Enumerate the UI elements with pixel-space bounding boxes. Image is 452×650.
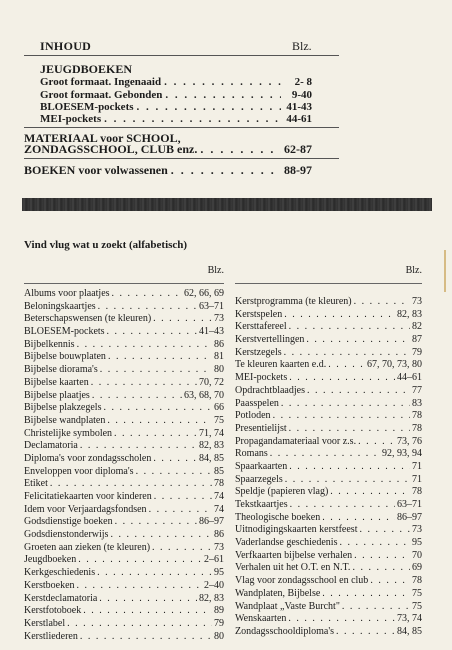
index-entry xyxy=(235,385,422,398)
index-title: Vind vlug wat u zoekt (alfabetisch) xyxy=(24,239,188,251)
leader-dots xyxy=(108,351,212,364)
index-entry xyxy=(24,554,224,567)
leader-dots xyxy=(370,575,410,588)
index-entry xyxy=(235,575,422,588)
index-entry xyxy=(24,542,224,555)
index-entry-label: Spaarkaarten xyxy=(235,460,288,472)
index-entry-page: 73, 76 xyxy=(397,435,422,447)
index-entry-page: 77 xyxy=(412,384,422,396)
index-entry xyxy=(235,499,422,512)
leader-dots xyxy=(152,542,212,555)
index-entry-page: 70 xyxy=(412,549,422,561)
index-entry-label: Wandplaten, Bijbelse xyxy=(235,587,321,599)
index-entry-page: 71, 74 xyxy=(199,427,224,439)
index-divider xyxy=(24,283,224,284)
index-entry-label: Kerstdeclamatoria xyxy=(24,592,98,604)
index-entry-label: Verfkaarten bijbelse verhalen xyxy=(235,549,353,561)
leader-dots xyxy=(83,605,212,618)
index-column-left xyxy=(24,265,224,643)
index-entry xyxy=(24,313,224,326)
index-entry-label: Paasspelen xyxy=(235,397,279,409)
index-entry xyxy=(235,334,422,347)
index-entry xyxy=(24,491,224,504)
toc-entry-page: 2- 8 xyxy=(294,76,312,88)
toc-divider xyxy=(24,127,339,128)
leader-dots xyxy=(97,567,212,580)
index-entry-label: Idem voor Verjaardagsfondsen xyxy=(24,503,147,515)
index-entry-label: Bijbelse wandplaten xyxy=(24,414,106,426)
index-entry xyxy=(24,326,224,339)
index-entry-label: Romans xyxy=(235,448,268,460)
toc-entry-label: Groot formaat. Gebonden xyxy=(40,89,163,101)
leader-dots xyxy=(354,550,410,563)
index-entry-label: Diploma's voor zondagsscholen xyxy=(24,452,152,464)
toc-entry-page: 9-40 xyxy=(291,89,312,101)
index-entry-page: 95 xyxy=(412,537,422,549)
index-entry-label: Godsdienstige boeken xyxy=(24,516,113,528)
index-entry-page: 63–71 xyxy=(397,499,422,510)
leader-dots xyxy=(50,478,212,491)
index-entry-page: 86 xyxy=(214,529,224,541)
index-entry-page: 69 xyxy=(412,562,422,574)
index-entry-page: 67, 70, 73, 80 xyxy=(367,359,422,371)
index-entry-label: Speldje (papieren vlag) xyxy=(235,486,329,498)
leader-dots xyxy=(284,347,410,360)
index-entry-page: 82, 83 xyxy=(199,592,224,604)
index-entry xyxy=(24,301,224,314)
index-entry xyxy=(24,364,224,377)
index-entry xyxy=(24,288,224,301)
index-entry xyxy=(235,309,422,322)
index-entry xyxy=(235,448,422,461)
index-entry-label: Wandplaat „Vaste Burcht" xyxy=(235,600,340,612)
leader-dots xyxy=(77,580,202,593)
leader-dots xyxy=(289,423,410,436)
toc-entry xyxy=(24,143,312,156)
leader-dots xyxy=(154,491,212,504)
leader-dots xyxy=(352,562,410,575)
index-entry xyxy=(235,296,422,309)
leader-dots xyxy=(110,529,212,542)
toc-divider xyxy=(24,158,339,159)
page-edge-mark xyxy=(444,250,446,292)
index-entry-label: Felicitatiekaarten voor kinderen xyxy=(24,491,152,502)
index-entry xyxy=(235,524,422,537)
leader-dots xyxy=(91,377,197,390)
index-entry xyxy=(235,461,422,474)
toc-entry-page: 41-43 xyxy=(286,101,312,113)
index-entry xyxy=(24,453,224,466)
leader-dots xyxy=(77,339,212,352)
index-entry-page: 73, 74 xyxy=(397,613,422,625)
index-entry-label: Presentielijst xyxy=(235,422,287,434)
index-entry-label: Propagandamateriaal voor z.s. xyxy=(235,435,357,447)
leader-dots xyxy=(200,143,281,156)
index-entry-label: Kerstboeken xyxy=(24,579,75,591)
leader-dots xyxy=(153,313,212,326)
index-entry-label: Bijbelkennis xyxy=(24,338,75,350)
index-entry xyxy=(24,593,224,606)
index-entry-label: Zondagsschooldiploma's xyxy=(235,625,335,637)
leader-dots xyxy=(136,466,212,479)
index-entry xyxy=(235,626,422,639)
index-entry xyxy=(235,512,422,525)
index-entry-label: Declamatoria xyxy=(24,440,78,452)
index-entry-page: 74 xyxy=(214,491,224,502)
index-entry-page: 87 xyxy=(412,334,422,346)
leader-dots xyxy=(67,618,212,631)
index-entry-page: 80 xyxy=(214,630,224,642)
index-entry-page: 44–61 xyxy=(397,372,422,384)
index-entry xyxy=(24,466,224,479)
leader-dots xyxy=(336,626,395,639)
index-divider xyxy=(235,283,422,284)
leader-dots xyxy=(99,593,197,606)
index-entry-label: Bijbelse diorama's xyxy=(24,364,98,376)
index-entry-page: 95 xyxy=(214,567,224,579)
index-entry-label: Kerstlabel xyxy=(24,617,66,629)
leader-dots xyxy=(270,448,380,461)
index-entry-label: Bijbelse plakzegels xyxy=(24,402,102,414)
leader-dots xyxy=(103,402,212,415)
toc-page-header: Blz. xyxy=(292,39,312,53)
index-entry-label: Beloningskaartjes xyxy=(24,300,96,312)
index-entry-page: 41–43 xyxy=(199,326,224,338)
index-entry-label: Jeugdboeken xyxy=(24,554,77,566)
index-entry xyxy=(24,377,224,390)
index-entry-page: 71 xyxy=(412,473,422,485)
leader-dots xyxy=(100,364,212,377)
index-entry xyxy=(24,516,224,529)
leader-dots xyxy=(342,601,410,614)
index-entry-page: 92, 93, 94 xyxy=(382,448,422,460)
index-entry-page: 66 xyxy=(214,402,224,414)
index-list-left xyxy=(24,288,224,643)
index-entry xyxy=(24,504,224,517)
index-entry xyxy=(235,588,422,601)
leader-dots xyxy=(359,524,410,537)
index-entry-label: Kerstspelen xyxy=(235,308,283,320)
index-entry-label: Enveloppen voor diploma's xyxy=(24,465,134,477)
leader-dots xyxy=(339,537,410,550)
leader-dots xyxy=(288,613,395,626)
index-entry xyxy=(235,321,422,334)
index-entry-page: 73 xyxy=(412,524,422,536)
leader-dots xyxy=(78,554,202,567)
index-entry-page: 74 xyxy=(214,503,224,515)
index-entry-label: BLOESEM-pockets xyxy=(24,326,105,338)
index-entry-label: Opdrachtblaadjes xyxy=(235,384,305,396)
index-entry-label: Groeten aan zieken (te kleuren) xyxy=(24,541,151,553)
leader-dots xyxy=(289,321,410,334)
index-entry xyxy=(24,339,224,352)
toc-entry-page: 88-97 xyxy=(284,163,312,177)
index-entry-page: 82, 83 xyxy=(397,308,422,320)
leader-dots xyxy=(358,436,395,449)
leader-dots xyxy=(307,385,410,398)
leader-dots xyxy=(107,326,197,339)
index-entry xyxy=(24,351,224,364)
index-entry-label: Godsdienstonderwijs xyxy=(24,529,109,541)
toc-entry xyxy=(40,76,312,89)
leader-dots xyxy=(330,486,410,499)
leader-dots xyxy=(289,461,410,474)
index-entry-page: 75 xyxy=(214,414,224,426)
section-heading-jeugdboeken: JEUGDBOEKEN xyxy=(40,62,133,76)
index-entry-label: Bijbelse bouwplaten xyxy=(24,351,106,363)
index-entry-label: Bijbelse kaarten xyxy=(24,376,89,388)
leader-dots xyxy=(104,113,281,126)
index-entry xyxy=(24,529,224,542)
leader-dots xyxy=(107,415,212,428)
index-entry xyxy=(235,613,422,626)
index-entry-page: 86 xyxy=(214,338,224,350)
leader-dots xyxy=(171,164,281,177)
index-entry-page: 85 xyxy=(214,465,224,477)
index-entry xyxy=(24,580,224,593)
index-entry-page: 82 xyxy=(412,321,422,333)
index-entry-label: Albums voor plaatjes xyxy=(24,288,110,299)
leader-dots xyxy=(281,398,410,411)
index-entry-label: Vlag voor zondagsschool en club xyxy=(235,575,369,587)
index-page-header: Blz. xyxy=(405,265,422,276)
index-entry-page: 79 xyxy=(412,346,422,358)
index-entry xyxy=(24,415,224,428)
leader-dots xyxy=(80,631,212,644)
leader-dots xyxy=(289,372,395,385)
index-entry-label: Kerstliederen xyxy=(24,630,78,642)
index-entry-label: Kerkgeschiedenis xyxy=(24,567,96,579)
index-entry-label: Potloden xyxy=(235,410,271,422)
index-entry-page: 73 xyxy=(412,296,422,307)
index-entry xyxy=(235,410,422,423)
index-entry-page: 89 xyxy=(214,605,224,617)
index-entry xyxy=(235,550,422,563)
index-entry-label: Vaderlandse geschiedenis xyxy=(235,537,338,549)
leader-dots xyxy=(284,309,395,322)
index-entry xyxy=(235,486,422,499)
leader-dots xyxy=(322,512,395,525)
leader-dots xyxy=(273,410,410,423)
index-entry-page: 2–61 xyxy=(204,554,224,566)
index-entry-label: Etiket xyxy=(24,478,48,490)
toc-entry-page: 62-87 xyxy=(284,142,312,156)
index-entry-page: 78 xyxy=(412,422,422,434)
index-entry xyxy=(235,347,422,360)
index-entry-page: 63–71 xyxy=(199,300,224,312)
index-entry-label: Wenskaarten xyxy=(235,613,287,625)
index-entry xyxy=(235,537,422,550)
index-entry xyxy=(24,478,224,491)
index-entry-page: 81 xyxy=(214,351,224,363)
index-entry-label: Te kleuren kaarten e.d. xyxy=(235,359,327,371)
toc-title: INHOUD xyxy=(40,39,92,53)
leader-dots xyxy=(290,499,395,512)
index-entry-label: Verhalen uit het O.T. en N.T. xyxy=(235,562,351,574)
index-entry-page: 73 xyxy=(214,313,224,325)
index-entry xyxy=(24,390,224,403)
index-entry xyxy=(235,436,422,449)
leader-dots xyxy=(92,390,182,403)
index-entry-page: 70, 72 xyxy=(199,376,224,388)
index-entry-page: 80 xyxy=(214,364,224,376)
index-entry-label: Tekstkaartjes xyxy=(235,499,288,510)
index-entry-page: 78 xyxy=(412,575,422,587)
index-entry xyxy=(235,601,422,614)
index-page-header: Blz. xyxy=(207,265,224,276)
toc-entry-label: ZONDAGSSCHOOL, CLUB enz. xyxy=(24,142,198,156)
leader-dots xyxy=(306,334,410,347)
index-entry xyxy=(24,631,224,644)
leader-dots xyxy=(80,440,197,453)
index-entry xyxy=(24,428,224,441)
index-entry-label: Beterschapswensen (te kleuren) xyxy=(24,313,152,325)
index-entry-page: 86–97 xyxy=(199,516,224,528)
index-entry-page: 79 xyxy=(214,617,224,629)
index-entry-label: Kerstprogramma (te kleuren) xyxy=(235,296,352,307)
index-list-right xyxy=(235,296,422,639)
toc-entry-page: 44-61 xyxy=(286,113,312,125)
index-entry-page: 71 xyxy=(412,460,422,472)
index-entry-label: Kersttafereel xyxy=(235,321,287,333)
index-entry-label: Kerstvertellingen xyxy=(235,334,305,346)
index-entry-page: 62, 66, 69 xyxy=(184,288,224,299)
leader-dots xyxy=(98,301,197,314)
index-entry xyxy=(235,423,422,436)
index-entry xyxy=(235,562,422,575)
leader-dots xyxy=(112,288,182,301)
index-entry-page: 75 xyxy=(412,600,422,612)
index-entry-page: 83 xyxy=(412,397,422,409)
toc-entry xyxy=(40,113,312,126)
index-entry xyxy=(235,372,422,385)
index-entry-page: 75 xyxy=(412,587,422,599)
decorative-band xyxy=(22,198,432,211)
section-heading-materiaal: MATERIAAL voor SCHOOL, xyxy=(24,131,181,145)
index-entry xyxy=(24,402,224,415)
index-entry-page: 78 xyxy=(214,478,224,490)
index-column-right xyxy=(235,265,422,639)
index-entry xyxy=(235,398,422,411)
index-entry-page: 84, 85 xyxy=(199,452,224,464)
index-entry-label: Spaarzegels xyxy=(235,473,283,485)
leader-dots xyxy=(115,516,197,529)
index-entry-label: Kerstfotoboek xyxy=(24,605,82,617)
leader-dots xyxy=(114,428,197,441)
index-entry xyxy=(24,440,224,453)
index-entry xyxy=(24,618,224,631)
toc-entry-label: BOEKEN voor volwassenen xyxy=(24,163,168,177)
index-entry-page: 82, 83 xyxy=(199,440,224,452)
leader-dots xyxy=(164,76,281,89)
index-entry-label: Christelijke symbolen xyxy=(24,427,113,439)
index-entry xyxy=(24,567,224,580)
leader-dots xyxy=(285,474,410,487)
leader-dots xyxy=(354,296,410,309)
leader-dots xyxy=(149,504,212,517)
index-entry xyxy=(24,605,224,618)
index-entry-page: 84, 85 xyxy=(397,625,422,637)
index-entry-label: MEI-pockets xyxy=(235,372,288,384)
leader-dots xyxy=(322,588,410,601)
toc-entry xyxy=(24,164,312,177)
toc-divider xyxy=(24,55,339,56)
index-entry-label: Uitnodigingskaarten kerstfeest xyxy=(235,524,358,536)
toc-entry-label: Groot formaat. Ingenaaid xyxy=(40,76,162,88)
index-entry-page: 2–40 xyxy=(204,579,224,591)
index-entry-page: 73 xyxy=(214,541,224,553)
toc-entry-label: MEI-pockets xyxy=(40,113,102,125)
index-entry-page: 78 xyxy=(412,410,422,422)
toc-entry-label: BLOESEM-pockets xyxy=(40,101,134,113)
leader-dots xyxy=(328,359,365,372)
index-entry-page: 86–97 xyxy=(397,511,422,523)
index-entry-label: Kerstzegels xyxy=(235,346,282,358)
index-entry-page: 78 xyxy=(412,486,422,498)
index-entry-page: 63, 68, 70 xyxy=(184,389,224,401)
leader-dots xyxy=(153,453,197,466)
index-entry-label: Theologische boeken xyxy=(235,511,321,523)
index-entry xyxy=(235,359,422,372)
index-entry-label: Bijbelse plaatjes xyxy=(24,389,90,401)
index-entry xyxy=(235,474,422,487)
